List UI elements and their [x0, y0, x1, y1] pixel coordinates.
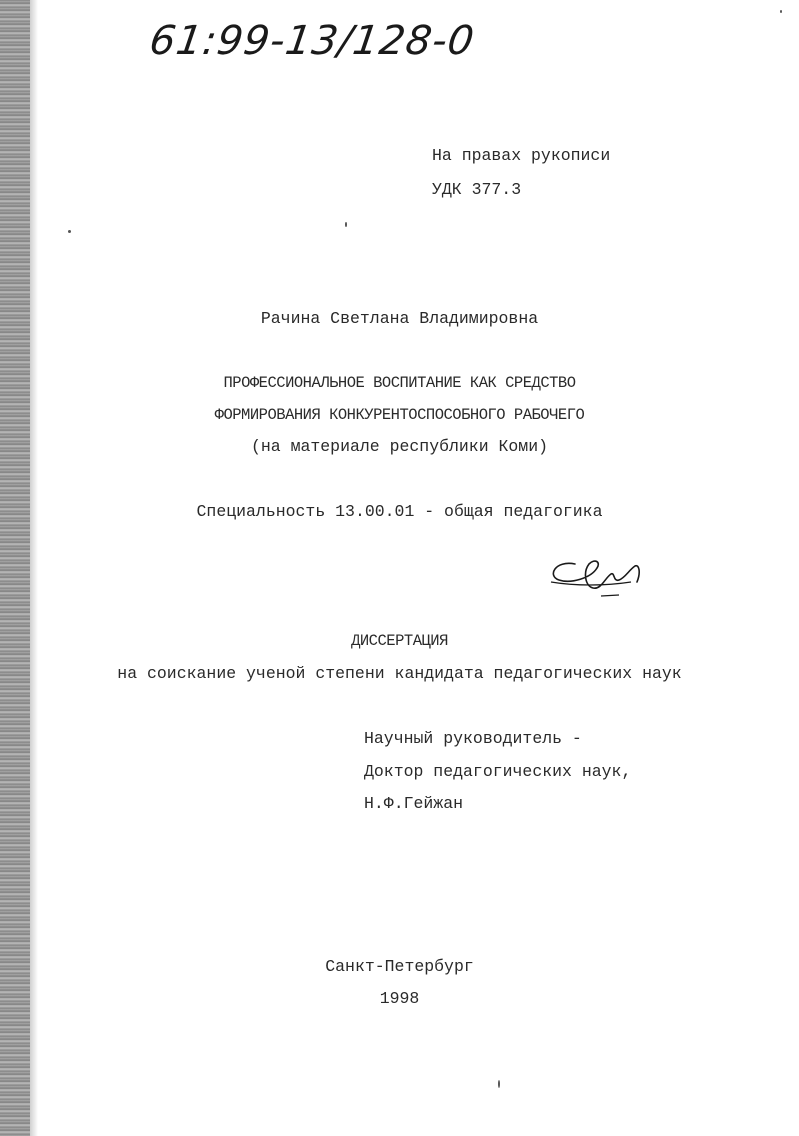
supervisor-name: Н.Ф.Гейжан	[364, 794, 464, 813]
work-type: ДИССЕРТАЦИЯ	[351, 632, 448, 650]
supervisor-label: Научный руководитель -	[364, 729, 582, 748]
scan-speck	[498, 1080, 500, 1088]
year: 1998	[379, 989, 420, 1008]
scan-speck	[68, 230, 71, 233]
specialty: Специальность 13.00.01 - общая педагогика	[196, 502, 603, 521]
supervisor-degree: Доктор педагогических наук,	[364, 762, 632, 781]
signature	[545, 552, 655, 602]
author-name: Рачина Светлана Владимировна	[260, 309, 539, 328]
handwritten-archive-number: 61:99-13/128-0	[146, 18, 478, 64]
title-line-3: (на материале республики Коми)	[250, 437, 549, 456]
udk-code: УДК 377.3	[432, 180, 522, 199]
title-line-2: ФОРМИРОВАНИЯ КОНКУРЕНТОСПОСОБНОГО РАБОЧЕГО	[214, 406, 585, 424]
title-line-1: ПРОФЕССИОНАЛЬНОЕ ВОСПИТАНИЕ КАК СРЕДСТВО	[223, 374, 576, 392]
scan-speck	[345, 222, 347, 227]
city: Санкт-Петербург	[325, 957, 474, 976]
rights-notice: На правах рукописи	[432, 146, 611, 165]
scan-speck	[780, 10, 782, 13]
degree-line: на соискание ученой степени кандидата педагогических наук	[117, 664, 682, 683]
